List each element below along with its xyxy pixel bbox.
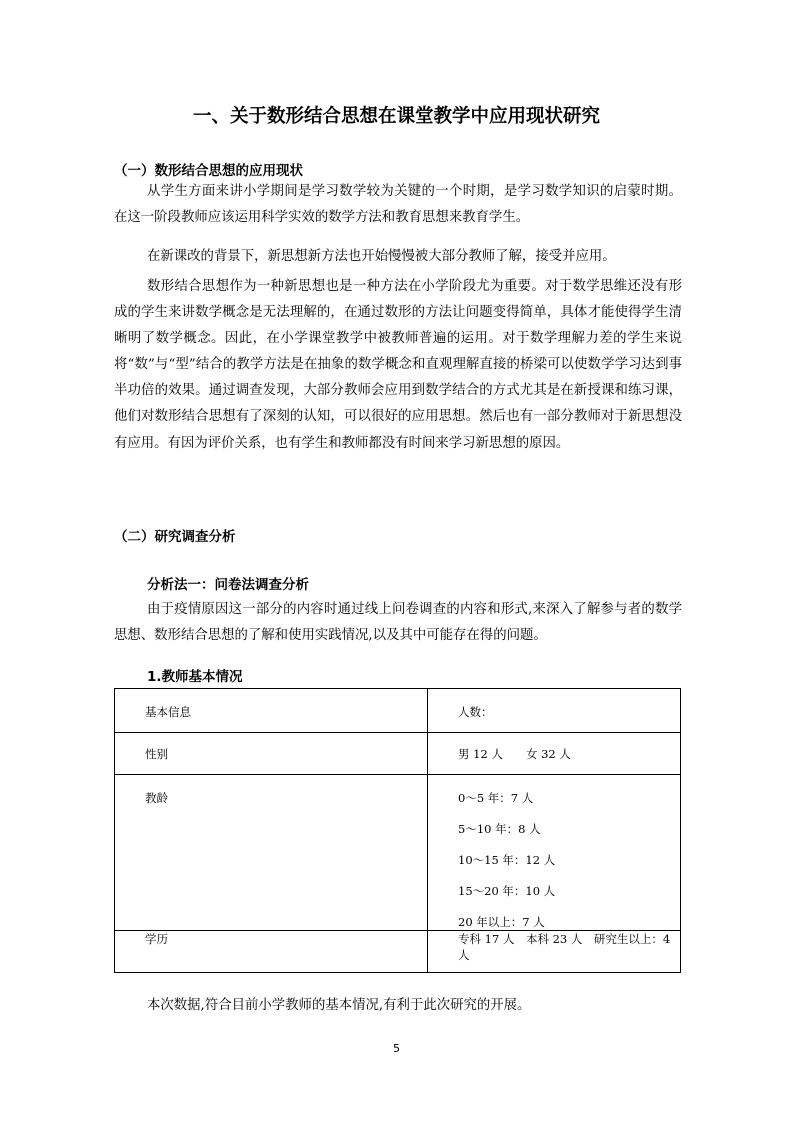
table-row-education — [115, 931, 681, 973]
education-value: 专科 17 人 本科 23 人 研究生以上：4 人 — [458, 932, 671, 962]
table-cell — [428, 775, 681, 931]
section1-heading: （一）数形结合思想的应用现状 — [114, 163, 303, 179]
item-heading: 1.教师基本情况 — [147, 669, 243, 685]
conclusion-paragraph: 本次数据,符合目前小学教师的基本情况,有利于此次研究的开展。 — [147, 998, 531, 1013]
teaching-years-value: 5～10 年：8 人 — [458, 822, 541, 836]
section2-subheading: 分析法一：问卷法调查分析 — [147, 577, 309, 593]
table-cell — [428, 931, 681, 973]
table-row-teaching-years — [115, 775, 681, 931]
page-number: 5 — [393, 1042, 400, 1055]
table-cell — [428, 689, 681, 733]
table-cell — [115, 931, 428, 973]
page-title: 一、关于数形结合思想在课堂教学中应用现状研究 — [192, 106, 600, 127]
section2-heading: （二）研究调查分析 — [114, 529, 236, 545]
table-cell — [115, 689, 428, 733]
table-header-row — [115, 689, 681, 733]
table-cell — [115, 733, 428, 775]
table-cell — [115, 775, 428, 931]
header-basic-info: 基本信息 — [145, 705, 191, 719]
section2-paragraph: 由于疫情原因这一部分的内容时通过线上问卷调查的内容和形式,来深入了解参与者的数学思想、数形结合思想的了解和使用实践情况,以及其中可能存在得的问题。 — [114, 602, 682, 644]
header-count: 人数： — [458, 705, 493, 719]
teacher-info-table — [114, 688, 681, 973]
table-row-gender — [115, 733, 681, 775]
teaching-years-value: 15～20 年：10 人 — [458, 884, 556, 898]
education-label: 学历 — [145, 932, 168, 946]
teaching-years-label: 教龄 — [145, 791, 168, 805]
teaching-years-value: 0～5 年：7 人 — [458, 791, 534, 805]
table-cell — [428, 733, 681, 775]
teaching-years-value: 10～15 年：12 人 — [458, 853, 556, 867]
teaching-years-value: 20 年以上：7 人 — [458, 915, 545, 929]
gender-label: 性别 — [145, 747, 168, 761]
gender-value: 男 12 人 女 32 人 — [458, 747, 571, 761]
section1-paragraph-3: 数形结合思想作为一种新思想也是一种方法在小学阶段尤为重要。对于数学思维还没有形成的学生来讲数学概念是无法理解的，在通过数形的方法让问题变得简单，具体才能使得学生清晰明了数学概念。因此，在小学课堂教学中被教师普遍的运用。对于数学理解力差的学生来说将“数”与“型”结合的教学方法是在抽象的数学概念和直观理解直接的桥梁可以使数学学习达到事半功倍的效果。通过调查发现，大部分教师会应用到数学结合的方式尤其是在新授课和练习课，他们对数形结合思想有了深刻的认知，可以很好的应用思想。然后也有一部分教师对于新思想没有应用。有因为评价关系，也有学生和教师都没有时间来学习新思想的原因。 — [114, 279, 682, 451]
section1-paragraph-1: 从学生方面来讲小学期间是学习数学较为关键的一个时期，是学习数学知识的启蒙时期。在这一阶段教师应该运用科学实效的数学方法和教育思想来教育学生。 — [114, 184, 682, 226]
section1-paragraph-2: 在新课改的背景下，新思想新方法也开始慢慢被大部分教师了解，接受并应用。 — [147, 249, 616, 264]
